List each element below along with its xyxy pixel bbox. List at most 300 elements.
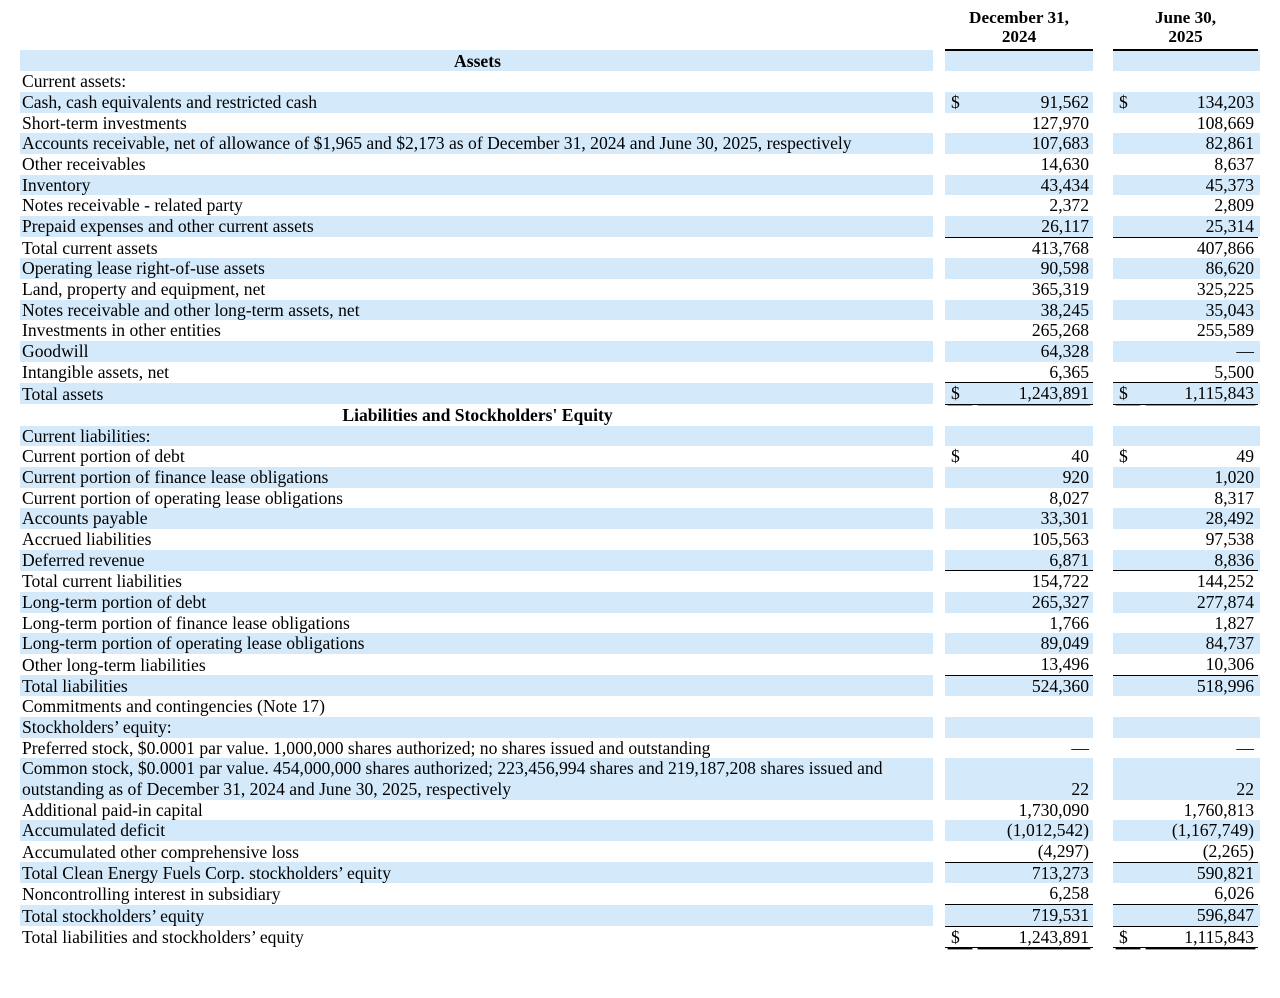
value-december-31-2024: 107,683 (975, 133, 1093, 154)
column-gutter (933, 738, 945, 759)
currency-symbol-col1 (945, 237, 975, 258)
column-gutter (933, 175, 945, 196)
value-december-31-2024: 91,562 (975, 92, 1093, 113)
column-gutter (933, 383, 945, 405)
value-june-30-2025: 407,866 (1196, 237, 1254, 258)
value-june-30-2025: 277,874 (1143, 592, 1258, 613)
value-june-30-2025: 134,203 (1143, 92, 1258, 113)
value-june-30-2025: 86,620 (1143, 258, 1258, 279)
value-december-31-2024: 26,117 (975, 216, 1093, 237)
column-header-december-31-2024 (945, 8, 1093, 50)
row-tail (1258, 341, 1260, 362)
value-june-30-2025: 596,847 (1143, 905, 1258, 927)
currency-symbol-col1 (945, 279, 975, 300)
row-tail (1258, 696, 1260, 717)
value-june-30-2025: 82,861 (1143, 133, 1258, 154)
value-december-31-2024: 14,630 (1040, 153, 1089, 174)
column-gutter (933, 592, 945, 613)
value-december-31-2024: 33,301 (975, 508, 1093, 529)
value-december-31-2024: 127,970 (1031, 112, 1089, 133)
value-december-31-2024: 365,319 (1031, 278, 1089, 299)
header-gutter-2 (1093, 8, 1113, 50)
currency-symbol-col2: $ (1119, 446, 1128, 467)
row-tail (1258, 195, 1260, 216)
table-row (20, 820, 1260, 841)
column-gutter (933, 571, 945, 592)
table-row (20, 279, 1260, 300)
currency-symbol-col2 (1113, 426, 1143, 447)
column-gutter (933, 633, 945, 654)
currency-symbol-col1 (945, 467, 975, 488)
value-december-31-2024: 1,243,891 (975, 926, 1093, 948)
value-june-30-2025: (2,265) (1143, 841, 1258, 862)
column-gutter (933, 675, 945, 696)
table-row (20, 529, 1260, 550)
value-december-31-2024: 1,766 (1049, 612, 1089, 633)
currency-symbol-col2 (1113, 820, 1143, 841)
row-label: Total Clean Energy Fuels Corp. stockholders’ equity (20, 862, 933, 883)
row-tail (1258, 488, 1260, 509)
header-col1-line1: December 31, (969, 8, 1069, 27)
section-heading-row (20, 50, 1260, 72)
currency-symbol-col1: $ (945, 383, 975, 405)
row-label: Current portion of debt (22, 446, 185, 467)
row-tail (1258, 654, 1260, 675)
header-col2-line2: 2025 (1168, 27, 1203, 47)
column-gutter (1093, 237, 1113, 258)
value-june-30-2025: — (1143, 341, 1258, 362)
value-june-30-2025: 518,996 (1143, 675, 1258, 696)
value-june-30-2025 (1143, 696, 1258, 717)
row-label: Noncontrolling interest in subsidiary (22, 883, 281, 904)
table-row (20, 113, 1260, 134)
currency-symbol-col1 (945, 820, 975, 841)
column-gutter (1093, 113, 1113, 134)
column-gutter (933, 300, 945, 321)
currency-symbol-col1 (945, 633, 975, 654)
row-label: Total liabilities (20, 675, 933, 696)
column-gutter (933, 133, 945, 154)
currency-symbol-col1 (945, 592, 975, 613)
value-december-31-2024: 920 (975, 467, 1093, 488)
column-gutter (1093, 862, 1113, 883)
value-june-30-2025: 2,809 (1214, 195, 1254, 216)
column-gutter (1093, 488, 1113, 509)
currency-symbol-col1 (945, 613, 975, 634)
column-gutter (1093, 654, 1113, 675)
column-gutter (933, 613, 945, 634)
currency-symbol-col2 (1113, 654, 1143, 675)
table-row (20, 383, 1260, 405)
table-row (20, 592, 1260, 613)
column-gutter (1093, 300, 1113, 321)
row-label: Stockholders’ equity: (20, 717, 933, 738)
value-december-31-2024: 2,372 (1049, 195, 1089, 216)
currency-symbol-col2 (1113, 113, 1143, 134)
row-tail (1258, 800, 1260, 821)
value-june-30-2025: 28,492 (1143, 508, 1258, 529)
column-gutter (933, 529, 945, 550)
currency-symbol-col1: $ (945, 92, 975, 113)
column-gutter (1093, 216, 1113, 237)
value-december-31-2024: 6,871 (975, 550, 1093, 571)
value-june-30-2025: 8,836 (1143, 550, 1258, 571)
row-tail (1258, 92, 1260, 113)
column-gutter (933, 320, 945, 341)
currency-symbol-col1 (945, 113, 975, 134)
row-tail (1258, 300, 1260, 321)
value-december-31-2024 (975, 717, 1093, 738)
table-row (20, 508, 1260, 529)
table-row (20, 446, 1260, 467)
value-june-30-2025: 1,115,843 (1143, 926, 1258, 948)
column-gutter (1093, 926, 1113, 948)
column-gutter (933, 758, 945, 799)
row-tail (1258, 467, 1260, 488)
row-label: Common stock, $0.0001 par value. 454,000,000 shares authorized; 223,456,994 shares and 219,187,208 shares issued and outstanding as of December 31, 2024 and June 30, 2025, respectively (20, 758, 933, 799)
value-june-30-2025 (1143, 426, 1258, 447)
currency-symbol-col2 (1113, 362, 1143, 383)
currency-symbol-col2 (1113, 133, 1143, 154)
currency-symbol-col1 (945, 175, 975, 196)
table-row (20, 488, 1260, 509)
value-june-30-2025: 10,306 (1143, 654, 1258, 675)
row-tail (1258, 154, 1260, 175)
value-december-31-2024: 265,268 (1031, 320, 1089, 341)
table-row (20, 216, 1260, 237)
column-gutter (933, 446, 945, 467)
value-december-31-2024 (975, 426, 1093, 447)
row-tail (1258, 446, 1260, 467)
value-december-31-2024: 6,365 (975, 362, 1093, 383)
currency-symbol-col1 (945, 216, 975, 237)
table-row (20, 550, 1260, 571)
value-december-31-2024: 6,258 (975, 883, 1093, 904)
row-tail (1258, 571, 1260, 592)
row-tail (1258, 426, 1260, 447)
currency-symbol-col2 (1113, 279, 1143, 300)
value-december-31-2024: 1,730,090 (1018, 799, 1089, 820)
column-gutter (1093, 675, 1113, 696)
row-tail (1258, 883, 1260, 904)
value-december-31-2024: 719,531 (975, 905, 1093, 927)
value-june-30-2025 (1143, 71, 1258, 92)
row-label: Current portion of operating lease obligations (22, 487, 344, 508)
currency-symbol-col2 (1113, 758, 1143, 799)
currency-symbol-col1: $ (945, 926, 975, 948)
row-label: Accounts payable (20, 508, 933, 529)
table-row (20, 841, 1260, 862)
value-june-30-2025: 1,827 (1214, 612, 1254, 633)
currency-symbol-col2 (1113, 341, 1143, 362)
row-label: Investments in other entities (22, 320, 221, 341)
currency-symbol-col1 (945, 133, 975, 154)
row-label: Prepaid expenses and other current assets (20, 216, 933, 237)
value-december-31-2024 (975, 696, 1093, 717)
currency-symbol-col2 (1113, 71, 1143, 92)
column-gutter (1093, 613, 1113, 634)
column-gutter (1093, 154, 1113, 175)
column-gutter (1093, 758, 1113, 799)
currency-symbol-col1 (945, 300, 975, 321)
table-row (20, 258, 1260, 279)
row-label: Long-term portion of finance lease obligations (22, 612, 350, 633)
column-gutter (1093, 696, 1113, 717)
table-row (20, 362, 1260, 383)
value-june-30-2025: 49 (1236, 446, 1254, 467)
table-row (20, 571, 1260, 592)
currency-symbol-col2 (1113, 529, 1143, 550)
currency-symbol-col1 (945, 841, 975, 862)
value-december-31-2024: 13,496 (975, 654, 1093, 675)
table-row (20, 633, 1260, 654)
row-tail (1258, 926, 1260, 948)
currency-symbol-col2 (1113, 800, 1143, 821)
value-december-31-2024: 1,243,891 (975, 383, 1093, 405)
table-row (20, 341, 1260, 362)
column-gutter (1093, 883, 1113, 904)
table-row (20, 654, 1260, 675)
value-december-31-2024: 89,049 (975, 633, 1093, 654)
table-row (20, 71, 1260, 92)
column-gutter (1093, 550, 1113, 571)
column-gutter (1093, 362, 1113, 383)
column-gutter (933, 426, 945, 447)
row-tail (1258, 279, 1260, 300)
value-december-31-2024: 8,027 (1049, 487, 1089, 508)
row-tail (1258, 113, 1260, 134)
row-tail (1258, 508, 1260, 529)
row-label: Total liabilities and stockholders’ equity (22, 927, 304, 948)
currency-symbol-col2 (1113, 717, 1143, 738)
currency-symbol-col1 (945, 488, 975, 509)
value-december-31-2024: 105,563 (1031, 528, 1089, 549)
value-december-31-2024: 90,598 (975, 258, 1093, 279)
currency-symbol-col2: $ (1113, 92, 1143, 113)
column-gutter (1093, 841, 1113, 862)
row-label: Current liabilities: (20, 426, 933, 447)
column-gutter (1093, 175, 1113, 196)
value-december-31-2024: 154,722 (1031, 571, 1089, 592)
currency-symbol-col1 (945, 696, 975, 717)
value-december-31-2024: 40 (1071, 446, 1089, 467)
currency-symbol-col2 (1113, 195, 1143, 216)
row-tail (1258, 237, 1260, 258)
currency-symbol-col2 (1113, 738, 1143, 759)
currency-symbol-col2 (1113, 696, 1143, 717)
row-label: Intangible assets, net (22, 362, 170, 383)
row-label: Notes receivable and other long-term assets, net (20, 300, 933, 321)
table-row (20, 175, 1260, 196)
column-gutter (1093, 529, 1113, 550)
table-row (20, 300, 1260, 321)
currency-symbol-col2 (1113, 216, 1143, 237)
table-row (20, 133, 1260, 154)
column-gutter (933, 905, 945, 927)
currency-symbol-col1 (945, 341, 975, 362)
column-gutter (933, 820, 945, 841)
row-tail (1258, 820, 1260, 841)
column-gutter (933, 841, 945, 862)
column-gutter (933, 195, 945, 216)
row-label: Other receivables (22, 153, 146, 174)
row-label: Accrued liabilities (22, 528, 152, 549)
header-spacer (20, 8, 933, 50)
row-label: Other long-term liabilities (22, 654, 206, 675)
value-june-30-2025: — (1236, 737, 1254, 758)
currency-symbol-col2 (1113, 550, 1143, 571)
currency-symbol-col2 (1113, 675, 1143, 696)
row-tail (1258, 175, 1260, 196)
value-december-31-2024: 524,360 (975, 675, 1093, 696)
row-label: Cash, cash equivalents and restricted cash (20, 92, 933, 113)
value-june-30-2025: 108,669 (1196, 112, 1254, 133)
currency-symbol-col2: $ (1113, 926, 1143, 948)
table-row (20, 738, 1260, 759)
column-gutter (1093, 738, 1113, 759)
column-gutter (933, 696, 945, 717)
row-label: Total assets (20, 383, 933, 405)
table-row (20, 195, 1260, 216)
column-gutter (933, 862, 945, 883)
section-heading-row (20, 404, 1260, 425)
header-row (20, 8, 1260, 50)
currency-symbol-col1 (945, 862, 975, 883)
value-june-30-2025: 144,252 (1196, 571, 1254, 592)
value-december-31-2024: 265,327 (975, 592, 1093, 613)
table-row (20, 905, 1260, 927)
table-row (20, 758, 1260, 799)
currency-symbol-col1 (945, 508, 975, 529)
row-tail (1258, 613, 1260, 634)
header-col1-line2: 2024 (1001, 27, 1037, 47)
column-gutter (1093, 592, 1113, 613)
column-gutter (933, 279, 945, 300)
currency-symbol-col2 (1113, 175, 1143, 196)
value-june-30-2025: 590,821 (1143, 862, 1258, 883)
row-tail (1258, 550, 1260, 571)
column-gutter (933, 800, 945, 821)
currency-symbol-col1 (945, 758, 975, 799)
row-tail (1258, 133, 1260, 154)
row-tail (1258, 633, 1260, 654)
currency-symbol-col2 (1113, 571, 1143, 592)
table-row (20, 675, 1260, 696)
header-tail (1258, 8, 1260, 50)
value-june-30-2025: 45,373 (1143, 175, 1258, 196)
column-gutter (933, 113, 945, 134)
column-gutter (933, 154, 945, 175)
row-label: Total current assets (22, 237, 158, 258)
column-gutter (1093, 508, 1113, 529)
currency-symbol-col2 (1113, 883, 1143, 904)
table-row (20, 926, 1260, 948)
value-june-30-2025: 325,225 (1196, 278, 1254, 299)
row-label: Deferred revenue (20, 550, 933, 571)
value-june-30-2025: 5,500 (1143, 362, 1258, 383)
row-label: Total stockholders’ equity (20, 905, 933, 927)
currency-symbol-col1 (945, 717, 975, 738)
row-tail (1258, 383, 1260, 405)
column-gutter (933, 550, 945, 571)
column-gutter (1093, 320, 1113, 341)
currency-symbol-col1 (945, 905, 975, 927)
row-tail (1258, 841, 1260, 862)
currency-symbol-col2 (1113, 862, 1143, 883)
value-june-30-2025: 1,115,843 (1143, 383, 1258, 405)
row-tail (1258, 258, 1260, 279)
table-row (20, 426, 1260, 447)
row-label: Long-term portion of operating lease obligations (20, 633, 933, 654)
row-label: Additional paid-in capital (22, 799, 203, 820)
column-gutter (933, 92, 945, 113)
currency-symbol-col1 (945, 571, 975, 592)
currency-symbol-col2 (1113, 237, 1143, 258)
currency-symbol-col2 (1113, 592, 1143, 613)
header-col2-line1: June 30, (1154, 8, 1217, 27)
row-tail (1258, 362, 1260, 383)
row-label: Operating lease right-of-use assets (20, 258, 933, 279)
currency-symbol-col2 (1113, 467, 1143, 488)
section-heading: Assets (20, 50, 933, 72)
column-gutter (933, 258, 945, 279)
table-body (20, 50, 1260, 948)
currency-symbol-col2 (1113, 508, 1143, 529)
value-june-30-2025: 1,020 (1143, 467, 1258, 488)
row-tail (1258, 758, 1260, 799)
row-tail (1258, 71, 1260, 92)
row-tail (1258, 216, 1260, 237)
table-row (20, 862, 1260, 883)
value-june-30-2025: 6,026 (1143, 883, 1258, 904)
row-label: Current assets: (22, 71, 127, 92)
row-label: Notes receivable - related party (22, 195, 243, 216)
row-label: Commitments and contingencies (Note 17) (22, 696, 325, 717)
currency-symbol-col2 (1113, 154, 1143, 175)
value-december-31-2024: 38,245 (975, 300, 1093, 321)
value-december-31-2024 (975, 71, 1093, 92)
currency-symbol-col1 (945, 654, 975, 675)
section-heading: Liabilities and Stockholders' Equity (342, 404, 613, 425)
currency-symbol-col1: $ (951, 446, 960, 467)
row-label: Long-term portion of debt (20, 592, 933, 613)
column-gutter (933, 467, 945, 488)
currency-symbol-col1 (945, 675, 975, 696)
table-row (20, 696, 1260, 717)
column-gutter (933, 654, 945, 675)
column-gutter (1093, 446, 1113, 467)
row-label: Short-term investments (22, 112, 187, 133)
row-tail (1258, 862, 1260, 883)
value-june-30-2025: 8,317 (1214, 487, 1254, 508)
value-december-31-2024: (1,012,542) (975, 820, 1093, 841)
value-june-30-2025: 255,589 (1196, 320, 1254, 341)
table-row (20, 92, 1260, 113)
currency-symbol-col1 (945, 883, 975, 904)
value-june-30-2025: 8,637 (1214, 153, 1254, 174)
column-gutter (933, 488, 945, 509)
column-gutter (1093, 133, 1113, 154)
value-june-30-2025: (1,167,749) (1143, 820, 1258, 841)
row-tail (1258, 675, 1260, 696)
column-gutter (1093, 71, 1113, 92)
value-june-30-2025: 1,760,813 (1183, 799, 1254, 820)
currency-symbol-col1 (945, 550, 975, 571)
currency-symbol-col1 (945, 529, 975, 550)
currency-symbol-col2 (1113, 488, 1143, 509)
column-gutter (933, 717, 945, 738)
row-label: Land, property and equipment, net (22, 278, 266, 299)
